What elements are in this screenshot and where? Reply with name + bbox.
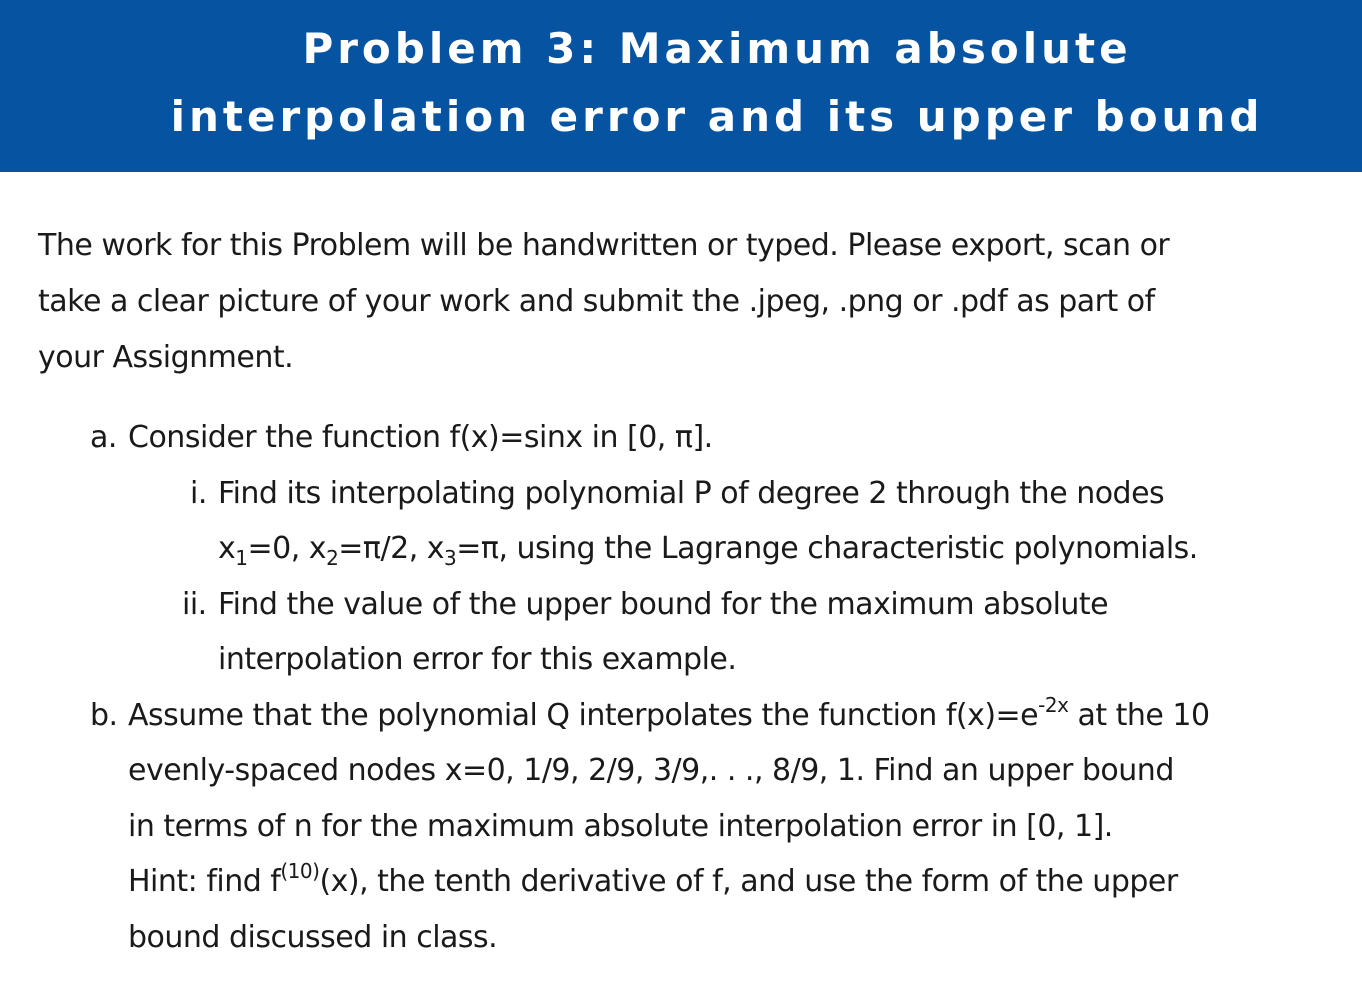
part-a-i-marker: i. (190, 476, 207, 511)
page-title-line-2: interpolation error and its upper bound (170, 92, 1264, 141)
part-b-line-1 (128, 688, 1210, 744)
hint-pre: Hint: find f (128, 864, 281, 899)
intro-paragraph (38, 218, 1328, 386)
hint-post: (x), the tenth derivative of f, and use the form of the upper (319, 864, 1178, 899)
part-b-line-5: bound discussed in class. (128, 920, 498, 955)
subscript-2: 2 (326, 546, 339, 570)
part-b-line-3: in terms of n for the maximum absolute interpolation error in [0, 1]. (128, 809, 1113, 844)
nodes-x-1: x (218, 531, 236, 566)
part-b-line-2: evenly-spaced nodes x=0, 1/9, 2/9, 3/9,. . ., 8/9, 1. Find an upper bound (128, 753, 1174, 788)
page-title-line-1: Problem 3: Maximum absolute (302, 24, 1132, 73)
subscript-3: 3 (444, 546, 457, 570)
part-a-marker: a. (90, 420, 117, 455)
part-b-line-4 (128, 854, 1178, 910)
part-b-line-1-post: at the 10 (1068, 698, 1210, 733)
part-a-i-line-2 (218, 521, 1198, 577)
part-a-ii-line-2: interpolation error for this example. (218, 642, 737, 677)
title-banner (0, 0, 1362, 172)
exponent: -2x (1038, 693, 1069, 717)
intro-line-2: take a clear picture of your work and submit the .jpeg, .png or .pdf as part of (38, 284, 1155, 319)
part-b-line-1-pre: Assume that the polynomial Q interpolates the function f(x)=e (128, 698, 1039, 733)
part-a-i-line-1: Find its interpolating polynomial P of degree 2 through the nodes (218, 476, 1165, 511)
part-a-ii-marker: ii. (182, 587, 207, 622)
nodes-text-1: =0, x (247, 531, 327, 566)
nodes-text-2: =π/2, x (338, 531, 445, 566)
derivative-order: (10) (280, 859, 320, 883)
subscript-1: 1 (235, 546, 248, 570)
nodes-text-3: =π, using the Lagrange characteristic polynomials. (456, 531, 1198, 566)
intro-line-3: your Assignment. (38, 340, 294, 375)
part-b-marker: b. (90, 698, 118, 733)
part-a-text: Consider the function f(x)=sinx in [0, π]. (128, 420, 713, 455)
part-a-ii-line-1: Find the value of the upper bound for the maximum absolute (218, 587, 1109, 622)
intro-line-1: The work for this Problem will be handwritten or typed. Please export, scan or (38, 228, 1170, 263)
